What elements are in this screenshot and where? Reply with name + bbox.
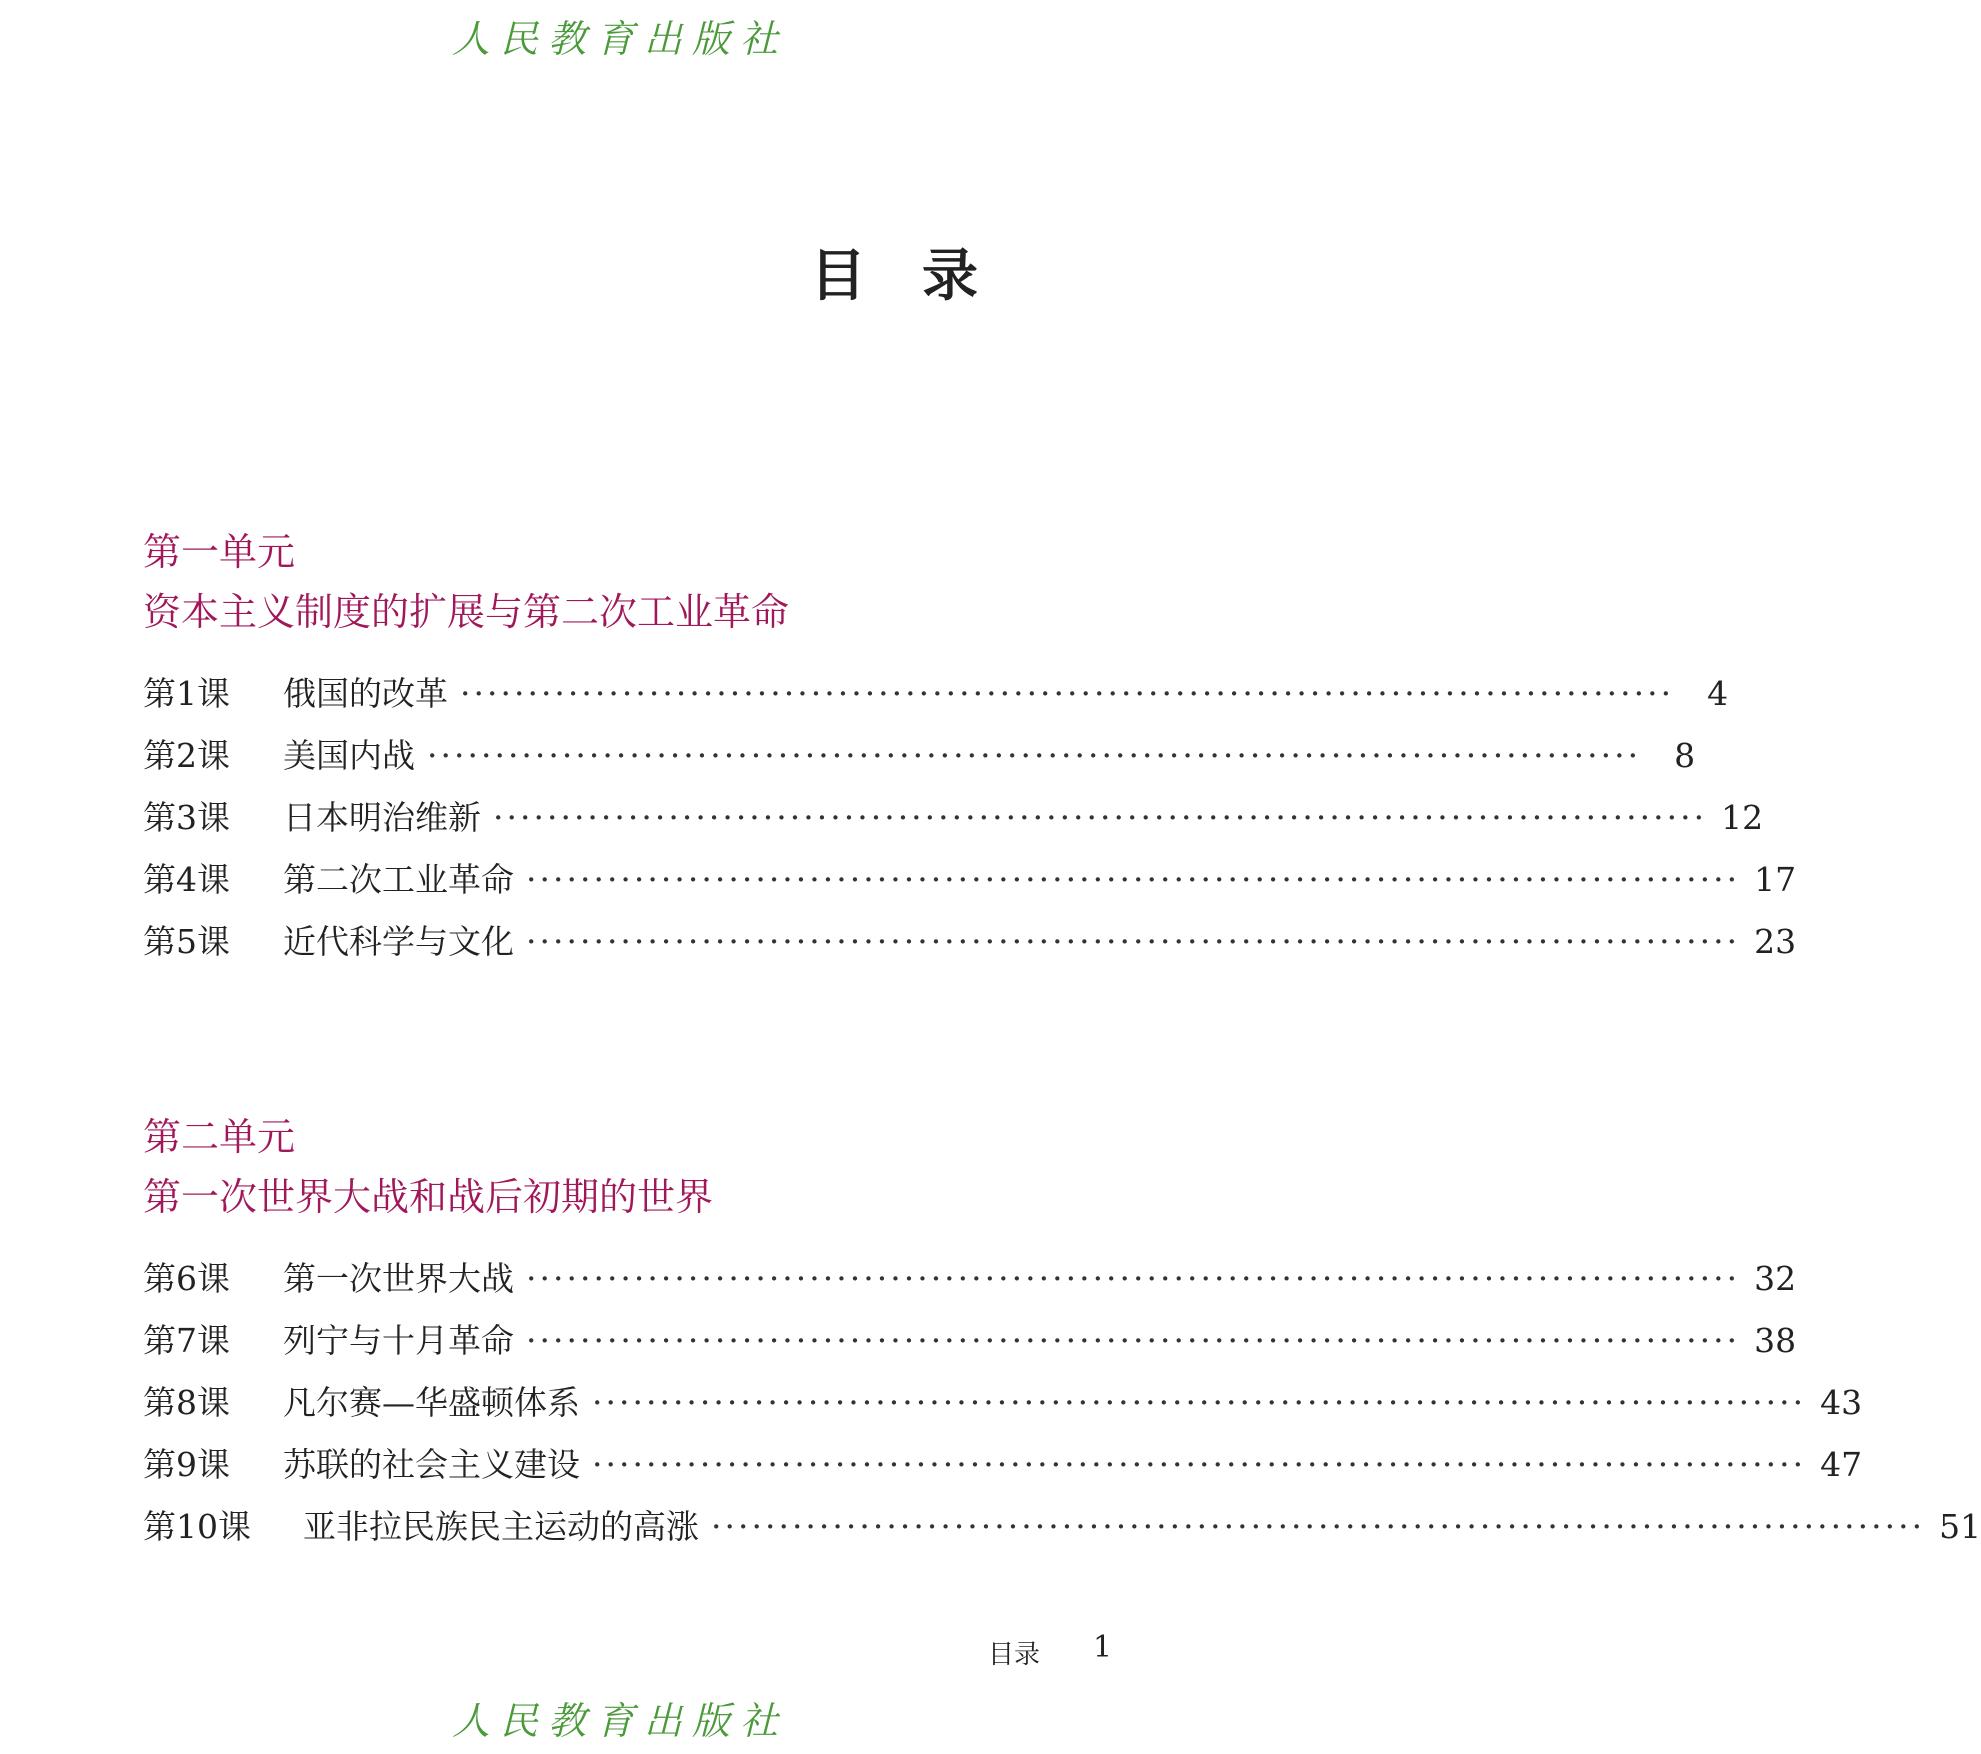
page-number: 47 — [1820, 1445, 1863, 1484]
page-number: 43 — [1820, 1383, 1863, 1422]
lesson-number: 第10课 — [143, 1507, 251, 1546]
unit-1 — [143, 522, 1797, 978]
lesson-number: 第3课 — [143, 798, 230, 837]
toc-entry[interactable] — [143, 916, 1797, 978]
unit-label: 第二单元 — [143, 1115, 296, 1159]
lesson-name: 第一次世界大战 — [283, 1259, 514, 1298]
unit-title: 第一次世界大战和战后初期的世界 — [143, 1175, 714, 1219]
leader-dots: ·························································································· — [493, 798, 1708, 837]
lesson-name: 美国内战 — [283, 736, 415, 775]
leader-dots: ·························································································· — [711, 1507, 1926, 1546]
lesson-name: 日本明治维新 — [283, 798, 481, 837]
toc-entry[interactable] — [143, 668, 1729, 730]
lesson-name: 俄国的改革 — [283, 674, 448, 713]
page-number: 32 — [1754, 1259, 1797, 1298]
toc-entry[interactable] — [143, 1501, 1981, 1563]
lesson-number: 第2课 — [143, 736, 230, 775]
lesson-number: 第9课 — [143, 1445, 230, 1484]
leader-dots: ·························································································· — [526, 1321, 1741, 1360]
page-number: 23 — [1754, 922, 1797, 961]
leader-dots: ·························································································· — [592, 1445, 1807, 1484]
toc-entry[interactable] — [143, 792, 1764, 854]
publisher-logo-bottom: 人民教育出版社 — [451, 1699, 788, 1743]
unit-title: 资本主义制度的扩展与第二次工业革命 — [143, 590, 790, 634]
lesson-number: 第4课 — [143, 860, 230, 899]
lesson-number: 第1课 — [143, 674, 230, 713]
lesson-list — [143, 1253, 1981, 1563]
lesson-number: 第8课 — [143, 1383, 230, 1422]
running-footer-label: 目录 — [988, 1640, 1041, 1670]
lesson-name: 凡尔赛—华盛顿体系 — [283, 1383, 580, 1422]
publisher-logo-top: 人民教育出版社 — [451, 17, 788, 61]
lesson-name: 第二次工业革命 — [283, 860, 514, 899]
page-number: 4 — [1707, 674, 1729, 713]
leader-dots: ·························································································· — [526, 922, 1741, 961]
page-number: 38 — [1754, 1321, 1797, 1360]
leader-dots: ·························································································· — [427, 736, 1642, 775]
title-char-2: 录 — [922, 244, 978, 309]
page-title — [810, 232, 978, 312]
title-char-1: 目 — [810, 244, 866, 309]
unit-label: 第一单元 — [143, 530, 296, 574]
toc-entry[interactable] — [143, 730, 1696, 792]
toc-entry[interactable] — [143, 1439, 1863, 1501]
toc-entry[interactable] — [143, 1253, 1797, 1315]
lesson-name: 亚非拉民族民主运动的高涨 — [303, 1507, 699, 1546]
leader-dots: ·························································································· — [460, 674, 1675, 713]
lesson-name: 近代科学与文化 — [283, 922, 514, 961]
lesson-number: 第5课 — [143, 922, 230, 961]
leader-dots: ·························································································· — [526, 860, 1741, 899]
lesson-number: 第6课 — [143, 1259, 230, 1298]
lesson-name: 苏联的社会主义建设 — [283, 1445, 580, 1484]
lesson-number: 第7课 — [143, 1321, 230, 1360]
toc-entry[interactable] — [143, 1315, 1797, 1377]
page-number: 12 — [1721, 798, 1764, 837]
page-number: 51 — [1939, 1507, 1981, 1546]
leader-dots: ·························································································· — [526, 1259, 1741, 1298]
folio-page-number: 1 — [1093, 1630, 1113, 1665]
toc-entry[interactable] — [143, 1377, 1863, 1439]
lesson-list — [143, 668, 1797, 978]
leader-dots: ·························································································· — [592, 1383, 1807, 1422]
page-number: 17 — [1754, 860, 1797, 899]
toc-entry[interactable] — [143, 854, 1797, 916]
lesson-name: 列宁与十月革命 — [283, 1321, 514, 1360]
unit-2 — [143, 1107, 1981, 1563]
page-number: 8 — [1674, 736, 1696, 775]
